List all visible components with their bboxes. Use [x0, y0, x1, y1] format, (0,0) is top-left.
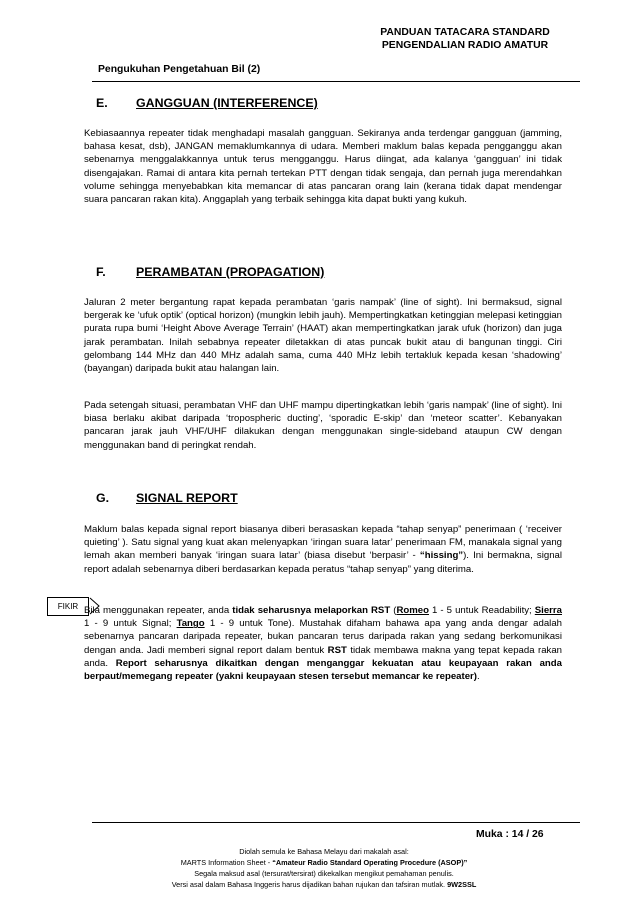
footer-line-2 [100, 857, 548, 868]
g-p2-tango: Tango [176, 618, 205, 630]
g-p2-rst: RST [327, 644, 347, 656]
section-e-title: GANGGUAN (INTERFERENCE) [136, 96, 318, 110]
g-p2-text-e: 1 - 9 untuk Signal; [84, 618, 177, 630]
section-g-letter: G. [96, 491, 110, 505]
section-f-letter: F. [96, 265, 106, 279]
fikir-callout-label: FIKIR [47, 597, 89, 616]
footer-line-4-text: Versi asal dalam Bahasa Inggeris harus dijadikan bahan rujukan dan tafsiran mutlak. [171, 880, 448, 889]
section-g-paragraph-1 [84, 523, 562, 576]
g-p1-hissing: “hissing” [419, 550, 464, 562]
header-subtitle: Pengukuhan Pengetahuan Bil (2) [98, 64, 261, 75]
section-f-title: PERAMBATAN (PROPAGATION) [136, 265, 325, 279]
header-document-title [340, 26, 590, 52]
footer-line-1: Diolah semula ke Bahasa Melayu dari makalah asal: [239, 847, 409, 856]
section-e-paragraph: Kebiasaannya repeater tidak menghadapi masalah gangguan. Sekiranya anda terdengar gangguan (jamming, bahasa kesat, dsb), JANGAN memaklumkannya di udara. Memberi maklum balas kepada pengganggu akan sebenarnya menggalakkannya untuk terus mengganggu. Harus diingat, ada kalanya ‘gangguan’ ini tidak disengajakan. Ramai di antara kita pernah tertekan PTT dengan tidak sengaja, dan pernah juga merendahkan volume sehingga menyebabkan kita memancar di atas pancaran orang lain (kerana tidak dapat mendengar suara pancaran rakan kita). Anggaplah yang terbaik sehingga kita dapat bukti yang kukuh. [84, 128, 562, 206]
footer-callsign: 9W2SSL [447, 880, 477, 889]
section-f-paragraph-1: Jaluran 2 meter bergantung rapat kepada perambatan ‘garis nampak’ (line of sight). Ini bermaksud, signal bergerak ke ‘ufuk optik’ (optical horizon) (mungkin lebih jauh). Mempertingkatkan ketinggian melepasi ketinggian purata rupa bumi ‘Height Above Average Terrain’ (HAAT) akan mempertingkatkan jarak ufuk (horizon) dan juga jarak perambatan. Inilah sebabnya repeater diletakkan di atas puncak bukit atau di bangunan tinggi. Ciri gelombang 144 MHz dan 440 MHz adalah sama, cuma 440 MHz lebih tertakluk kepada kesan ‘shadowing’ (bayangan) daripada bukit atau halangan lain. [84, 297, 562, 375]
header-title-line2: PENGENDALIAN RADIO AMATUR [381, 40, 549, 51]
header-title-line1: PANDUAN TATACARA STANDARD [380, 27, 550, 38]
page-number: Muka : 14 / 26 [476, 829, 544, 840]
g-p2-text-i: . [476, 671, 480, 683]
g-p2-text-c: ( [390, 605, 397, 616]
footer-divider [92, 822, 580, 823]
g-p1-text-c: ). Ini bermakna, signal report adalah sebenarnya diberi berdasarkan kepada peratus “tahap senyap” yang diterima. [84, 550, 562, 575]
section-g-paragraph-2 [84, 604, 562, 683]
section-e-letter: E. [96, 96, 108, 110]
g-p2-romeo: Romeo [396, 605, 429, 616]
g-p2-text-a: Bila menggunakan repeater, anda [84, 605, 233, 616]
g-p1-text-a: Maklum balas kepada signal report biasanya diberi berasaskan kepada “tahap senyap” penerimaan ( ‘receiver quieting’ ). Satu signal yang kuat akan melenyapkan ‘iringan suara latar’ penerimaan FM, manakala signal yang lemah akan memberi banyak ‘iringan suara latar’ (biasa disebut ‘berpasir’ - [84, 524, 562, 562]
footer-attribution [100, 846, 548, 890]
section-g-title: SIGNAL REPORT [136, 491, 238, 505]
footer-line-2-source: MARTS Information Sheet - [180, 858, 273, 867]
g-p2-text-d: 1 - 5 untuk Readability; [428, 605, 535, 616]
g-p2-report-emphasis: Report seharusnya dikaitkan dengan menganggar kekuatan atau keupayaan rakan anda berpaut/memegang repeater (yakni keupayaan stesen tersebut memancar ke repeater) [84, 657, 562, 683]
footer-line-2-title: “Amateur Radio Standard Operating Procedure (ASOP)” [272, 858, 468, 867]
section-f-paragraph-2: Pada setengah situasi, perambatan VHF dan UHF mampu dipertingkatkan lebih ‘garis nampak’ (line of sight). Ini biasa berlaku akibat daripada ‘tropospheric ducting’, ‘sporadic E-skip’ dan ‘meteor scatter’. Kebanyakan pancaran jarak jauh VHF/UHF dilakukan dengan menggunakan single-sideband ataupun CW dengan menggunakan band di peringkat rendah. [84, 400, 562, 451]
g-p2-sierra: Sierra [534, 605, 562, 616]
footer-line-3: Segala maksud asal (tersurat/tersirat) dikekalkan mengikut pemahaman penulis. [194, 869, 454, 878]
footer-line-4 [100, 879, 548, 890]
g-p2-text-g: tidak membawa makna yang tepat kepada rakan anda. [84, 644, 562, 669]
header-divider [92, 81, 580, 82]
g-p2-rst-warning: tidak seharusnya melaporkan RST [232, 605, 391, 616]
g-p2-text-f: 1 - 9 untuk Tone). Mustahak difaham bahawa apa yang anda dengar adalah sebenarnya pancaran daripada repeater, bukan pancaran terus daripada rakan yang sedang berkomunikasi dengan anda. Jadi memberi signal report dalam bentuk [84, 618, 562, 656]
